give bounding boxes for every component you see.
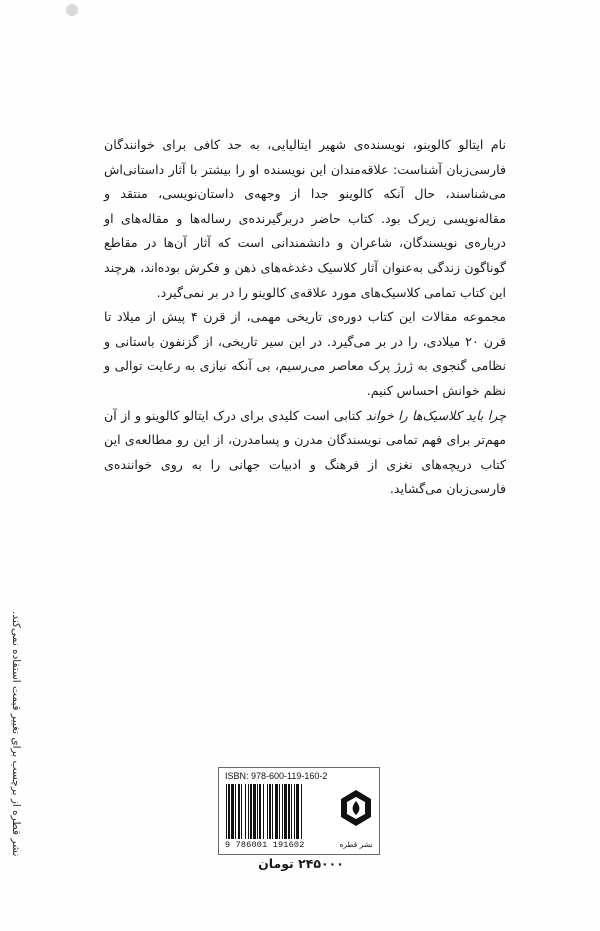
paragraph-3-text: کتابی است کلیدی برای درک ایتالو کالوینو و از آن مهم‌تر برای فهم تمامی نویسندگان مدرن و پسامدرن، از این رو مطالعه‌ی این کتاب دریچه‌های نغزی از فرهنگ و ادبیات جهانی را به روی خواننده‌ی فارسی‌زبان می‌گشاید. (104, 407, 506, 497)
price: ۲۴۵۰۰۰ تومان (258, 856, 344, 871)
book-title: چرا باید کلاسیک‌ها را خواند (365, 407, 506, 423)
barcode-panel (218, 767, 380, 855)
paragraph-2: مجموعه مقالات این کتاب دوره‌ی تاریخی مهمی، از قرن ۴ پیش از میلاد تا قرن ۲۰ میلادی، را در بر می‌گیرد. در این سیر تاریخی، از گزنفون باستانی و نظامی گنجوی به ژرژ پرک معاصر می‌رسیم، بی آنکه نیازی به رعایت توالی و نظم خوانش احساس کنیم. (104, 309, 506, 398)
paragraph-3 (104, 404, 506, 502)
barcode-digits: 9 786001 191602 (225, 840, 305, 850)
price-label-note: نشر قطره از برچسب برای تغییر قیمت استفاده نمی‌کند. (10, 611, 22, 857)
paragraph-1: نام ایتالو کالوینو، نویسنده‌ی شهیر ایتالیایی، به حد کافی برای خوانندگان فارسی‌زبان آشناست: علاقه‌مندان این نویسنده او را بیشتر با آثار داستانی‌اش می‌شناسند، حال آنکه کالوینو جدا از وجهه‌ی داستان‌نویسی، منتقد و مقاله‌نویسی زیرک بود. کتاب حاضر دربرگیرنده‌ی رساله‌ها و مقاله‌های او درباره‌ی نویسندگان، شاعران و دانشمندانی است که آثار آن‌ها در مقاطع گوناگون زندگی به‌عنوان آثار کلاسیک دغدغه‌های ذهن و فکرش بوده‌اند، هرچند این کتاب تمامی کلاسیک‌های مورد علاقه‌ی کالوینو را در بر نمی‌گیرد. (104, 137, 506, 300)
barcode-icon (225, 784, 333, 839)
publisher-name: نشر قطره (339, 840, 373, 849)
publisher-logo-icon (337, 788, 375, 834)
round-mark-icon (66, 4, 78, 16)
description-text (104, 133, 506, 502)
isbn-label: ISBN: 978-600-119-160-2 (225, 771, 328, 781)
